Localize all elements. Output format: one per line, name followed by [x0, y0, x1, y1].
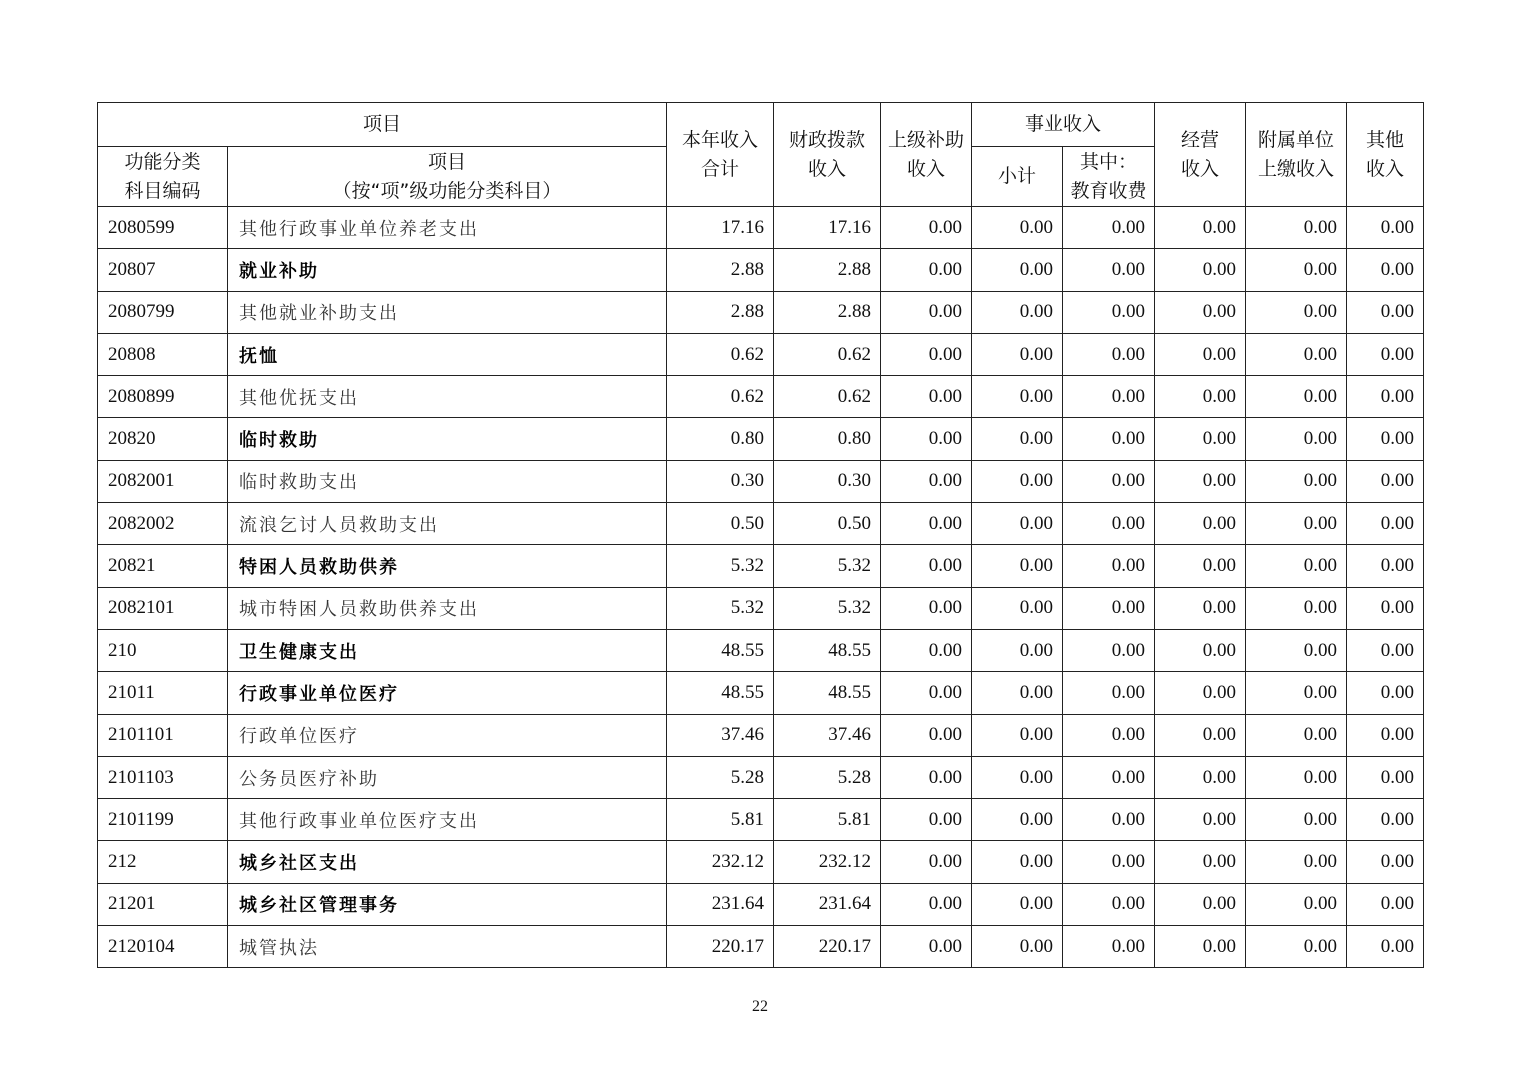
cell-code: 2080599 [98, 207, 228, 249]
cell-operating: 0.00 [1155, 587, 1246, 629]
cell-name: 其他就业补助支出 [228, 291, 667, 333]
cell-edu: 0.00 [1063, 841, 1155, 883]
cell-name: 抚恤 [228, 333, 667, 375]
cell-name: 卫生健康支出 [228, 629, 667, 671]
cell-other: 0.00 [1347, 629, 1424, 671]
cell-fiscal: 37.46 [774, 714, 881, 756]
header-code-line1: 功能分类 [124, 150, 201, 173]
cell-other: 0.00 [1347, 460, 1424, 502]
cell-affiliate: 0.00 [1246, 587, 1347, 629]
cell-fiscal: 0.80 [774, 418, 881, 460]
table-row [98, 333, 1424, 375]
cell-operating: 0.00 [1155, 291, 1246, 333]
cell-total: 5.28 [667, 756, 774, 798]
header-business: 事业收入 [972, 103, 1155, 147]
cell-operating: 0.00 [1155, 418, 1246, 460]
cell-subtotal: 0.00 [972, 460, 1063, 502]
header-other [1347, 103, 1424, 207]
header-superior [881, 103, 972, 207]
cell-fiscal: 2.88 [774, 291, 881, 333]
header-edu-line1: 其中： [1080, 150, 1138, 173]
header-affiliate-line1: 附属单位 [1258, 128, 1335, 151]
cell-operating: 0.00 [1155, 672, 1246, 714]
cell-fiscal: 5.81 [774, 799, 881, 841]
cell-total: 2.88 [667, 249, 774, 291]
cell-other: 0.00 [1347, 587, 1424, 629]
cell-affiliate: 0.00 [1246, 672, 1347, 714]
cell-total: 48.55 [667, 629, 774, 671]
cell-subtotal: 0.00 [972, 756, 1063, 798]
header-operating-line2: 收入 [1181, 157, 1220, 180]
cell-superior: 0.00 [881, 207, 972, 249]
cell-other: 0.00 [1347, 714, 1424, 756]
header-total [667, 103, 774, 207]
cell-operating: 0.00 [1155, 799, 1246, 841]
cell-name: 其他优抚支出 [228, 376, 667, 418]
cell-edu: 0.00 [1063, 672, 1155, 714]
cell-name: 特困人员救助供养 [228, 545, 667, 587]
cell-superior: 0.00 [881, 503, 972, 545]
cell-edu: 0.00 [1063, 418, 1155, 460]
cell-operating: 0.00 [1155, 926, 1246, 968]
header-superior-line2: 收入 [907, 157, 946, 180]
cell-subtotal: 0.00 [972, 672, 1063, 714]
cell-code: 2082101 [98, 587, 228, 629]
cell-operating: 0.00 [1155, 841, 1246, 883]
cell-other: 0.00 [1347, 207, 1424, 249]
cell-fiscal: 48.55 [774, 672, 881, 714]
table-row [98, 799, 1424, 841]
cell-fiscal: 5.32 [774, 545, 881, 587]
cell-affiliate: 0.00 [1246, 503, 1347, 545]
header-fiscal-line1: 财政拨款 [789, 128, 866, 151]
cell-code: 212 [98, 841, 228, 883]
header-operating [1155, 103, 1246, 207]
cell-fiscal: 220.17 [774, 926, 881, 968]
cell-code: 2080799 [98, 291, 228, 333]
cell-superior: 0.00 [881, 291, 972, 333]
cell-other: 0.00 [1347, 376, 1424, 418]
cell-code: 2101199 [98, 799, 228, 841]
header-item [228, 147, 667, 207]
cell-affiliate: 0.00 [1246, 418, 1347, 460]
cell-edu: 0.00 [1063, 376, 1155, 418]
cell-subtotal: 0.00 [972, 376, 1063, 418]
cell-name: 其他行政事业单位养老支出 [228, 207, 667, 249]
cell-edu: 0.00 [1063, 587, 1155, 629]
cell-edu: 0.00 [1063, 460, 1155, 502]
cell-other: 0.00 [1347, 841, 1424, 883]
cell-code: 21011 [98, 672, 228, 714]
cell-total: 0.62 [667, 333, 774, 375]
cell-affiliate: 0.00 [1246, 207, 1347, 249]
cell-fiscal: 5.28 [774, 756, 881, 798]
cell-name: 行政单位医疗 [228, 714, 667, 756]
cell-name: 城管执法 [228, 926, 667, 968]
cell-affiliate: 0.00 [1246, 333, 1347, 375]
cell-total: 37.46 [667, 714, 774, 756]
table-body [98, 207, 1424, 968]
cell-superior: 0.00 [881, 629, 972, 671]
cell-name: 临时救助支出 [228, 460, 667, 502]
cell-name: 流浪乞讨人员救助支出 [228, 503, 667, 545]
cell-subtotal: 0.00 [972, 207, 1063, 249]
cell-superior: 0.00 [881, 376, 972, 418]
cell-affiliate: 0.00 [1246, 545, 1347, 587]
cell-operating: 0.00 [1155, 756, 1246, 798]
cell-total: 5.32 [667, 545, 774, 587]
cell-code: 21201 [98, 883, 228, 925]
cell-other: 0.00 [1347, 883, 1424, 925]
table-row [98, 672, 1424, 714]
cell-superior: 0.00 [881, 672, 972, 714]
cell-affiliate: 0.00 [1246, 883, 1347, 925]
cell-total: 17.16 [667, 207, 774, 249]
header-subtotal: 小计 [972, 147, 1063, 207]
header-affiliate-line2: 上缴收入 [1258, 157, 1335, 180]
cell-subtotal: 0.00 [972, 714, 1063, 756]
header-total-line2: 合计 [701, 157, 740, 180]
cell-edu: 0.00 [1063, 503, 1155, 545]
cell-operating: 0.00 [1155, 207, 1246, 249]
header-total-line1: 本年收入 [682, 128, 759, 151]
cell-edu: 0.00 [1063, 756, 1155, 798]
cell-superior: 0.00 [881, 799, 972, 841]
cell-fiscal: 0.62 [774, 333, 881, 375]
cell-subtotal: 0.00 [972, 883, 1063, 925]
cell-operating: 0.00 [1155, 545, 1246, 587]
cell-superior: 0.00 [881, 460, 972, 502]
table-row [98, 207, 1424, 249]
cell-superior: 0.00 [881, 714, 972, 756]
cell-total: 231.64 [667, 883, 774, 925]
cell-name: 城乡社区管理事务 [228, 883, 667, 925]
cell-total: 232.12 [667, 841, 774, 883]
cell-superior: 0.00 [881, 333, 972, 375]
cell-other: 0.00 [1347, 418, 1424, 460]
table-row [98, 545, 1424, 587]
cell-subtotal: 0.00 [972, 291, 1063, 333]
cell-affiliate: 0.00 [1246, 756, 1347, 798]
cell-edu: 0.00 [1063, 333, 1155, 375]
cell-subtotal: 0.00 [972, 587, 1063, 629]
cell-superior: 0.00 [881, 587, 972, 629]
cell-affiliate: 0.00 [1246, 629, 1347, 671]
cell-edu: 0.00 [1063, 291, 1155, 333]
cell-name: 其他行政事业单位医疗支出 [228, 799, 667, 841]
cell-other: 0.00 [1347, 672, 1424, 714]
cell-fiscal: 0.50 [774, 503, 881, 545]
cell-subtotal: 0.00 [972, 333, 1063, 375]
cell-subtotal: 0.00 [972, 418, 1063, 460]
cell-code: 20808 [98, 333, 228, 375]
cell-code: 20820 [98, 418, 228, 460]
cell-superior: 0.00 [881, 545, 972, 587]
cell-superior: 0.00 [881, 249, 972, 291]
budget-table [97, 102, 1424, 968]
cell-code: 2082001 [98, 460, 228, 502]
cell-total: 0.50 [667, 503, 774, 545]
cell-name: 公务员医疗补助 [228, 756, 667, 798]
cell-operating: 0.00 [1155, 333, 1246, 375]
cell-other: 0.00 [1347, 249, 1424, 291]
table-row [98, 841, 1424, 883]
table-row [98, 629, 1424, 671]
cell-edu: 0.00 [1063, 545, 1155, 587]
cell-fiscal: 231.64 [774, 883, 881, 925]
cell-other: 0.00 [1347, 545, 1424, 587]
cell-affiliate: 0.00 [1246, 841, 1347, 883]
cell-edu: 0.00 [1063, 926, 1155, 968]
cell-name: 行政事业单位医疗 [228, 672, 667, 714]
cell-name: 临时救助 [228, 418, 667, 460]
table-row [98, 249, 1424, 291]
header-other-line2: 收入 [1366, 157, 1405, 180]
table-row [98, 460, 1424, 502]
cell-operating: 0.00 [1155, 629, 1246, 671]
cell-other: 0.00 [1347, 756, 1424, 798]
header-superior-line1: 上级补助 [888, 128, 965, 151]
cell-name: 城乡社区支出 [228, 841, 667, 883]
table-row [98, 418, 1424, 460]
cell-total: 0.62 [667, 376, 774, 418]
cell-other: 0.00 [1347, 291, 1424, 333]
cell-code: 2101103 [98, 756, 228, 798]
header-operating-line1: 经营 [1181, 128, 1220, 151]
table-row [98, 587, 1424, 629]
cell-affiliate: 0.00 [1246, 249, 1347, 291]
cell-code: 2080899 [98, 376, 228, 418]
cell-total: 2.88 [667, 291, 774, 333]
cell-other: 0.00 [1347, 333, 1424, 375]
cell-subtotal: 0.00 [972, 841, 1063, 883]
cell-superior: 0.00 [881, 883, 972, 925]
table-row [98, 756, 1424, 798]
cell-subtotal: 0.00 [972, 503, 1063, 545]
header-item-line2: （按“项”级功能分类科目） [332, 179, 562, 202]
cell-code: 2082002 [98, 503, 228, 545]
cell-superior: 0.00 [881, 756, 972, 798]
cell-edu: 0.00 [1063, 249, 1155, 291]
table-row [98, 291, 1424, 333]
cell-other: 0.00 [1347, 799, 1424, 841]
cell-fiscal: 0.30 [774, 460, 881, 502]
cell-operating: 0.00 [1155, 714, 1246, 756]
cell-code: 2101101 [98, 714, 228, 756]
header-code [98, 147, 228, 207]
cell-edu: 0.00 [1063, 714, 1155, 756]
cell-subtotal: 0.00 [972, 799, 1063, 841]
header-fiscal-line2: 收入 [808, 157, 847, 180]
header-edu-line2: 教育收费 [1070, 179, 1147, 202]
cell-total: 5.81 [667, 799, 774, 841]
cell-affiliate: 0.00 [1246, 291, 1347, 333]
header-fiscal [774, 103, 881, 207]
cell-fiscal: 17.16 [774, 207, 881, 249]
cell-code: 210 [98, 629, 228, 671]
cell-operating: 0.00 [1155, 503, 1246, 545]
cell-fiscal: 48.55 [774, 629, 881, 671]
cell-superior: 0.00 [881, 841, 972, 883]
table-row [98, 883, 1424, 925]
cell-affiliate: 0.00 [1246, 926, 1347, 968]
table-row [98, 926, 1424, 968]
header-code-line2: 科目编码 [124, 179, 201, 202]
cell-code: 20807 [98, 249, 228, 291]
cell-total: 0.80 [667, 418, 774, 460]
table-row [98, 376, 1424, 418]
cell-name: 就业补助 [228, 249, 667, 291]
cell-subtotal: 0.00 [972, 249, 1063, 291]
cell-superior: 0.00 [881, 418, 972, 460]
cell-affiliate: 0.00 [1246, 799, 1347, 841]
cell-code: 2120104 [98, 926, 228, 968]
cell-fiscal: 2.88 [774, 249, 881, 291]
cell-total: 0.30 [667, 460, 774, 502]
header-affiliate [1246, 103, 1347, 207]
cell-superior: 0.00 [881, 926, 972, 968]
cell-edu: 0.00 [1063, 799, 1155, 841]
cell-other: 0.00 [1347, 926, 1424, 968]
table-row [98, 503, 1424, 545]
cell-total: 5.32 [667, 587, 774, 629]
cell-operating: 0.00 [1155, 249, 1246, 291]
header-other-line1: 其他 [1366, 128, 1405, 151]
page-number: 22 [752, 998, 768, 1015]
cell-affiliate: 0.00 [1246, 460, 1347, 502]
cell-subtotal: 0.00 [972, 545, 1063, 587]
cell-code: 20821 [98, 545, 228, 587]
cell-fiscal: 5.32 [774, 587, 881, 629]
cell-affiliate: 0.00 [1246, 376, 1347, 418]
cell-edu: 0.00 [1063, 883, 1155, 925]
cell-affiliate: 0.00 [1246, 714, 1347, 756]
cell-fiscal: 0.62 [774, 376, 881, 418]
table-row [98, 714, 1424, 756]
cell-name: 城市特困人员救助供养支出 [228, 587, 667, 629]
cell-operating: 0.00 [1155, 376, 1246, 418]
header-project: 项目 [98, 103, 667, 147]
cell-total: 220.17 [667, 926, 774, 968]
cell-subtotal: 0.00 [972, 629, 1063, 671]
cell-subtotal: 0.00 [972, 926, 1063, 968]
header-item-line1: 项目 [428, 150, 467, 173]
cell-other: 0.00 [1347, 503, 1424, 545]
cell-fiscal: 232.12 [774, 841, 881, 883]
cell-total: 48.55 [667, 672, 774, 714]
cell-operating: 0.00 [1155, 883, 1246, 925]
cell-edu: 0.00 [1063, 207, 1155, 249]
cell-operating: 0.00 [1155, 460, 1246, 502]
header-edu [1063, 147, 1155, 207]
cell-edu: 0.00 [1063, 629, 1155, 671]
